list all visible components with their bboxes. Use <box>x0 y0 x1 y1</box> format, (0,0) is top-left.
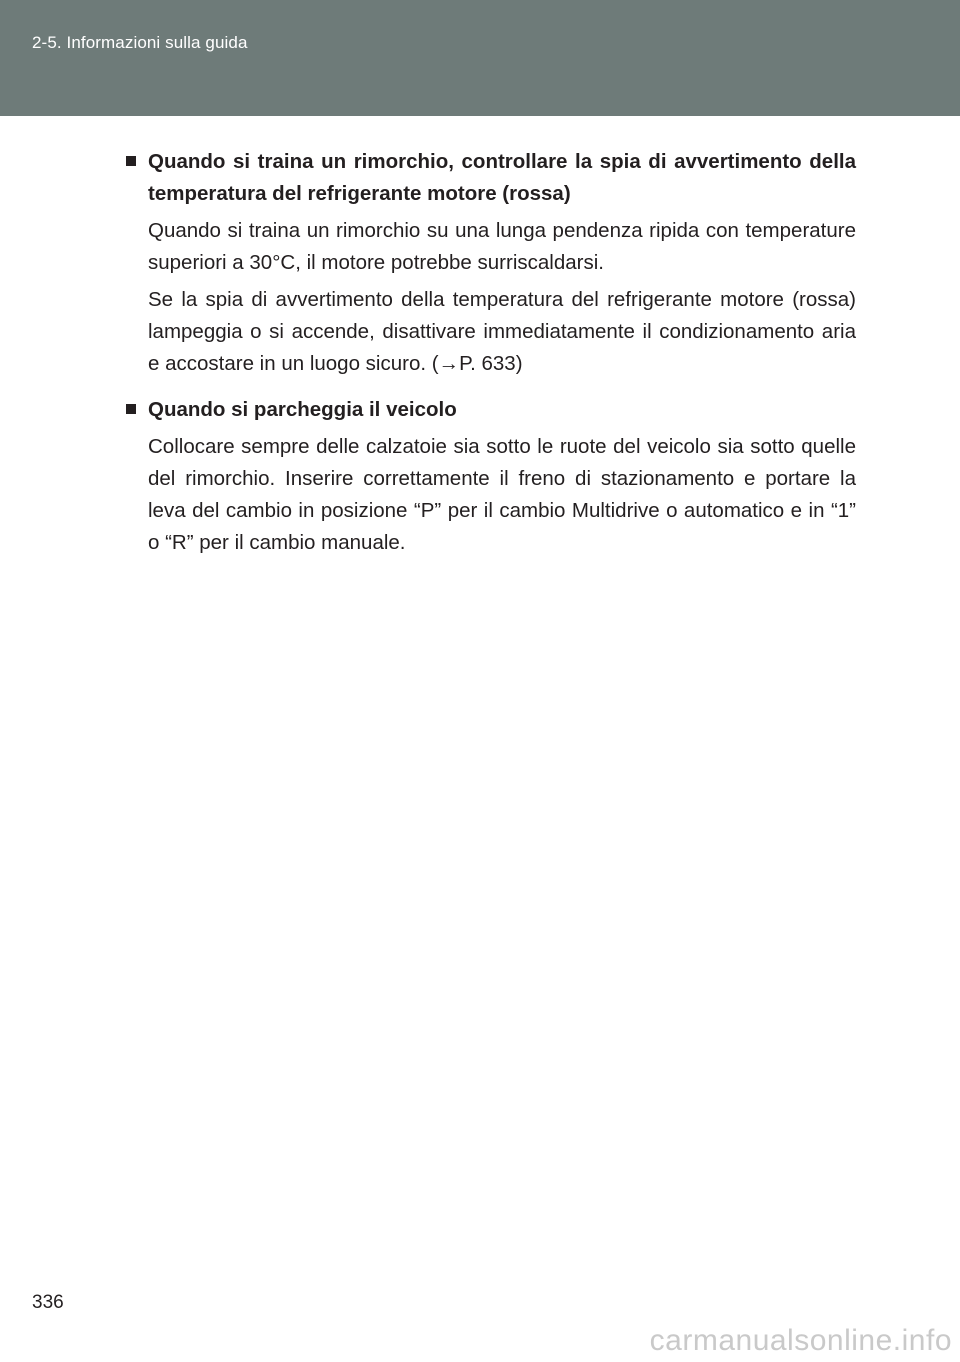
body-paragraph: Collocare sempre delle calzatoie sia sotto le ruote del veicolo sia sotto quelle del rimorchio. Inserire correttamente il freno di stazionamento e portare la leva del cambio in posizione “P” per il cambio Multidrive o automatico e in “1” o “R” per il cambio manuale. <box>148 435 856 554</box>
section-heading-text: Quando si traina un rimorchio, controllare la spia di avvertimento della temperatura del refrigerante motore (rossa) <box>148 150 856 205</box>
section-heading <box>126 146 856 210</box>
body-paragraph: Quando si traina un rimorchio su una lunga pendenza ripida con temperature superiori a 30°C, il motore potrebbe surriscaldarsi. <box>148 219 856 274</box>
section-heading <box>126 394 856 426</box>
page-content <box>126 146 856 573</box>
page-number: 336 <box>32 1292 64 1313</box>
watermark: carmanualsonline.info <box>649 1324 952 1357</box>
section-heading-text: Quando si parcheggia il veicolo <box>148 398 457 421</box>
section-parking <box>126 394 856 559</box>
square-bullet-icon <box>126 156 136 166</box>
section-towing-temperature <box>126 146 856 380</box>
header-band <box>0 0 960 116</box>
body-paragraph: Se la spia di avvertimento della temperatura del refrigerante motore (rossa) lampeggia o si accende, disattivare immediatamente il condizionamento aria e accostare in un luogo sicuro. (→P. 633) <box>148 288 856 375</box>
section-title: 2-5. Informazioni sulla guida <box>32 33 248 52</box>
square-bullet-icon <box>126 404 136 414</box>
